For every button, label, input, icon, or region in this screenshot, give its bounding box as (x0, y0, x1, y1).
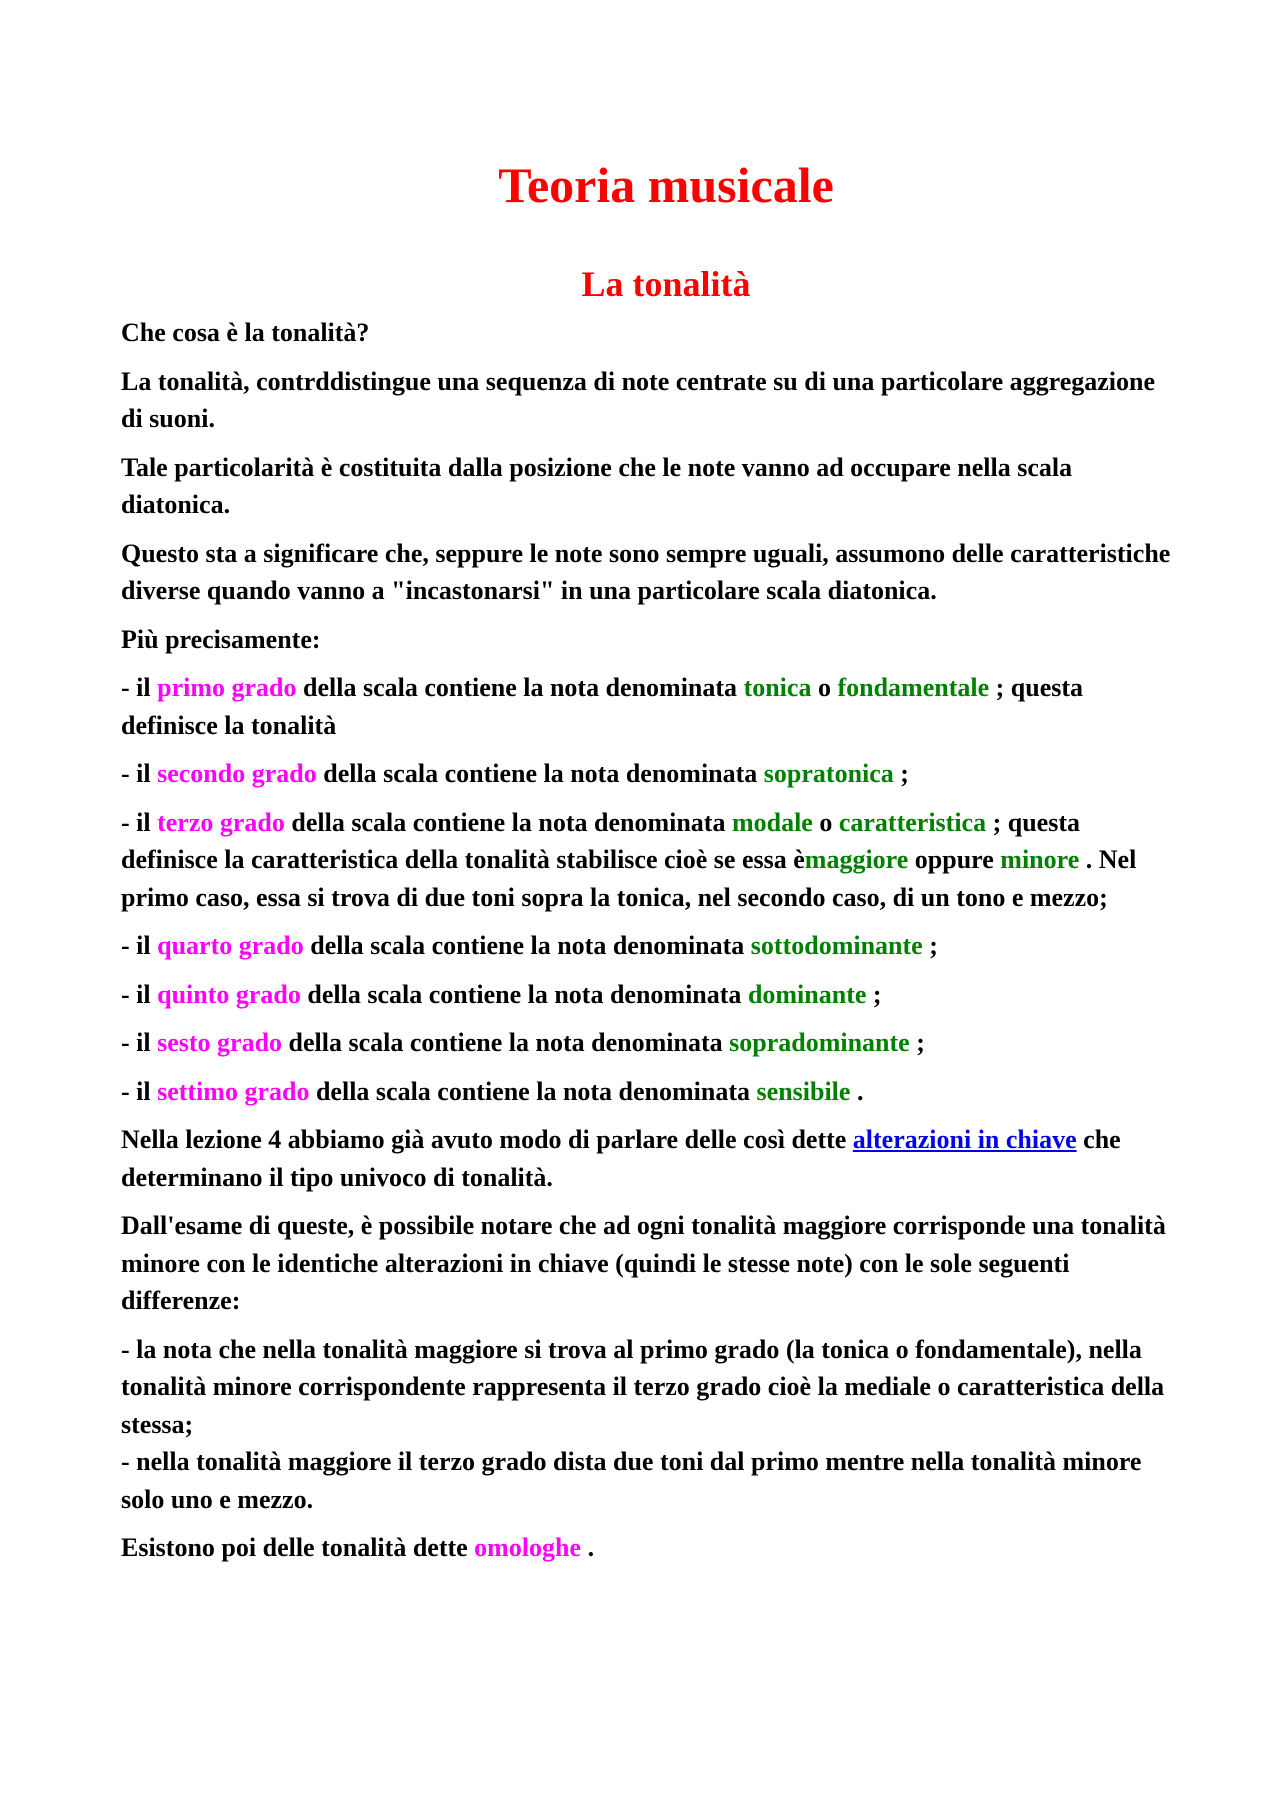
punctuation: ; (893, 759, 909, 788)
conjunction: oppure (908, 845, 1001, 874)
note-name: modale (731, 807, 813, 837)
closing-text: Esistono poi delle tonalità dette (121, 1533, 475, 1562)
intro-paragraph-1: La tonalità, contrddistingue una sequenza di note centrate su di una particolare aggregazione di suoni. (121, 366, 1155, 433)
intro-question: Che cosa è la tonalità? (121, 318, 370, 347)
punctuation: ; (866, 979, 882, 1009)
degree-text: della scala contiene la nota denominata (284, 807, 732, 837)
degree-item-fifth (121, 976, 1171, 1014)
degree-label: sesto grado (157, 1028, 283, 1057)
degree-label: quinto grado (157, 979, 301, 1009)
degree-prefix: - il (121, 1028, 158, 1057)
document-body (121, 150, 1171, 1578)
lesson-text: Nella lezione 4 abbiamo già avuto modo di parlare delle così dette (121, 1125, 853, 1154)
note-name: dominante (747, 979, 867, 1009)
degree-prefix: - il (121, 931, 158, 960)
note-name: fondamentale (837, 673, 990, 702)
degree-text: della scala contiene la nota denominata (300, 979, 748, 1009)
page-title: Teoria musicale (498, 157, 834, 213)
conjunction: o (812, 807, 839, 837)
closing-paragraph (121, 1529, 1171, 1567)
degree-prefix: - il (121, 673, 158, 702)
note-name: sopradominante (729, 1028, 910, 1057)
degree-label: secondo grado (157, 759, 317, 788)
degree-text: della scala contiene la nota denominata (316, 759, 764, 788)
lesson-text: che determinano il tipo univoco di tonalità. (121, 1125, 1121, 1192)
degree-prefix: - il (121, 807, 158, 837)
note-name: minore (1000, 845, 1080, 874)
degree-description: . Nel primo caso, essa si trova di due toni sopra la tonica, nel secondo caso, di un tono e mezzo; (121, 845, 1137, 912)
intro-paragraph-2: Tale particolarità è costituita dalla posizione che le note vanno ad occupare nella scala diatonica. (121, 452, 1073, 519)
difference-item: - la nota che nella tonalità maggiore si trova al primo grado (la tonica o fondamentale), nella tonalità minore corrispondente rappresenta il terzo grado cioè la mediale o caratteristica della stessa; (121, 1334, 1165, 1439)
degree-item-second (121, 755, 1171, 793)
intro-paragraph-4: Più precisamente: (121, 624, 321, 654)
degree-item-fourth (121, 927, 1171, 965)
degree-text: della scala contiene la nota denominata (296, 673, 744, 702)
degree-item-third (121, 804, 1171, 917)
exam-paragraph: Dall'esame di queste, è possibile notare che ad ogni tonalità maggiore corrisponde una tonalità minore con le identiche alterazioni in chiave (quindi le stesse note) con le sole seguenti differenze: (121, 1211, 1166, 1315)
degree-prefix: - il (121, 1076, 158, 1106)
note-name: sensibile (756, 1076, 851, 1106)
degree-item-first (121, 669, 1171, 744)
note-name: sopratonica (763, 759, 894, 788)
degree-item-sixth (121, 1024, 1171, 1062)
lesson-paragraph (121, 1121, 1171, 1196)
degree-description: ; questa definisce la tonalità (121, 673, 1084, 740)
note-name: sottodominante (750, 931, 923, 960)
degree-label: settimo grado (157, 1076, 310, 1106)
punctuation: ; (909, 1028, 925, 1057)
degree-text: della scala contiene la nota denominata (303, 931, 751, 960)
punctuation: . (581, 1533, 595, 1562)
omologhe-term: omologhe (474, 1533, 582, 1562)
intro-paragraph-3: Questo sta a significare che, seppure le note sono sempre uguali, assumono delle caratteristiche diverse quando vanno a "incastonarsi" in una particolare scala diatonica. (121, 538, 1171, 605)
section-title: La tonalità (581, 264, 751, 304)
degree-label: primo grado (157, 673, 297, 702)
degree-item-seventh (121, 1073, 1171, 1111)
punctuation: . (850, 1076, 864, 1106)
alterazioni-link[interactable]: alterazioni in chiave (852, 1125, 1077, 1154)
note-name: maggiore (804, 845, 909, 874)
degree-prefix: - il (121, 759, 158, 788)
degree-label: terzo grado (157, 807, 285, 837)
degree-prefix: - il (121, 979, 158, 1009)
punctuation: ; (922, 931, 938, 960)
note-name: caratteristica (838, 807, 987, 837)
difference-item: - nella tonalità maggiore il terzo grado dista due toni dal primo mentre nella tonalità minore solo uno e mezzo. (121, 1447, 1142, 1514)
degree-text: della scala contiene la nota denominata (309, 1076, 757, 1106)
degree-text: della scala contiene la nota denominata (282, 1028, 730, 1057)
conjunction: o (811, 673, 838, 702)
degree-label: quarto grado (157, 931, 304, 960)
note-name: tonica (743, 673, 812, 702)
degree-description: ; questa definisce la caratteristica della tonalità stabilisce cioè se essa è (121, 807, 1080, 874)
